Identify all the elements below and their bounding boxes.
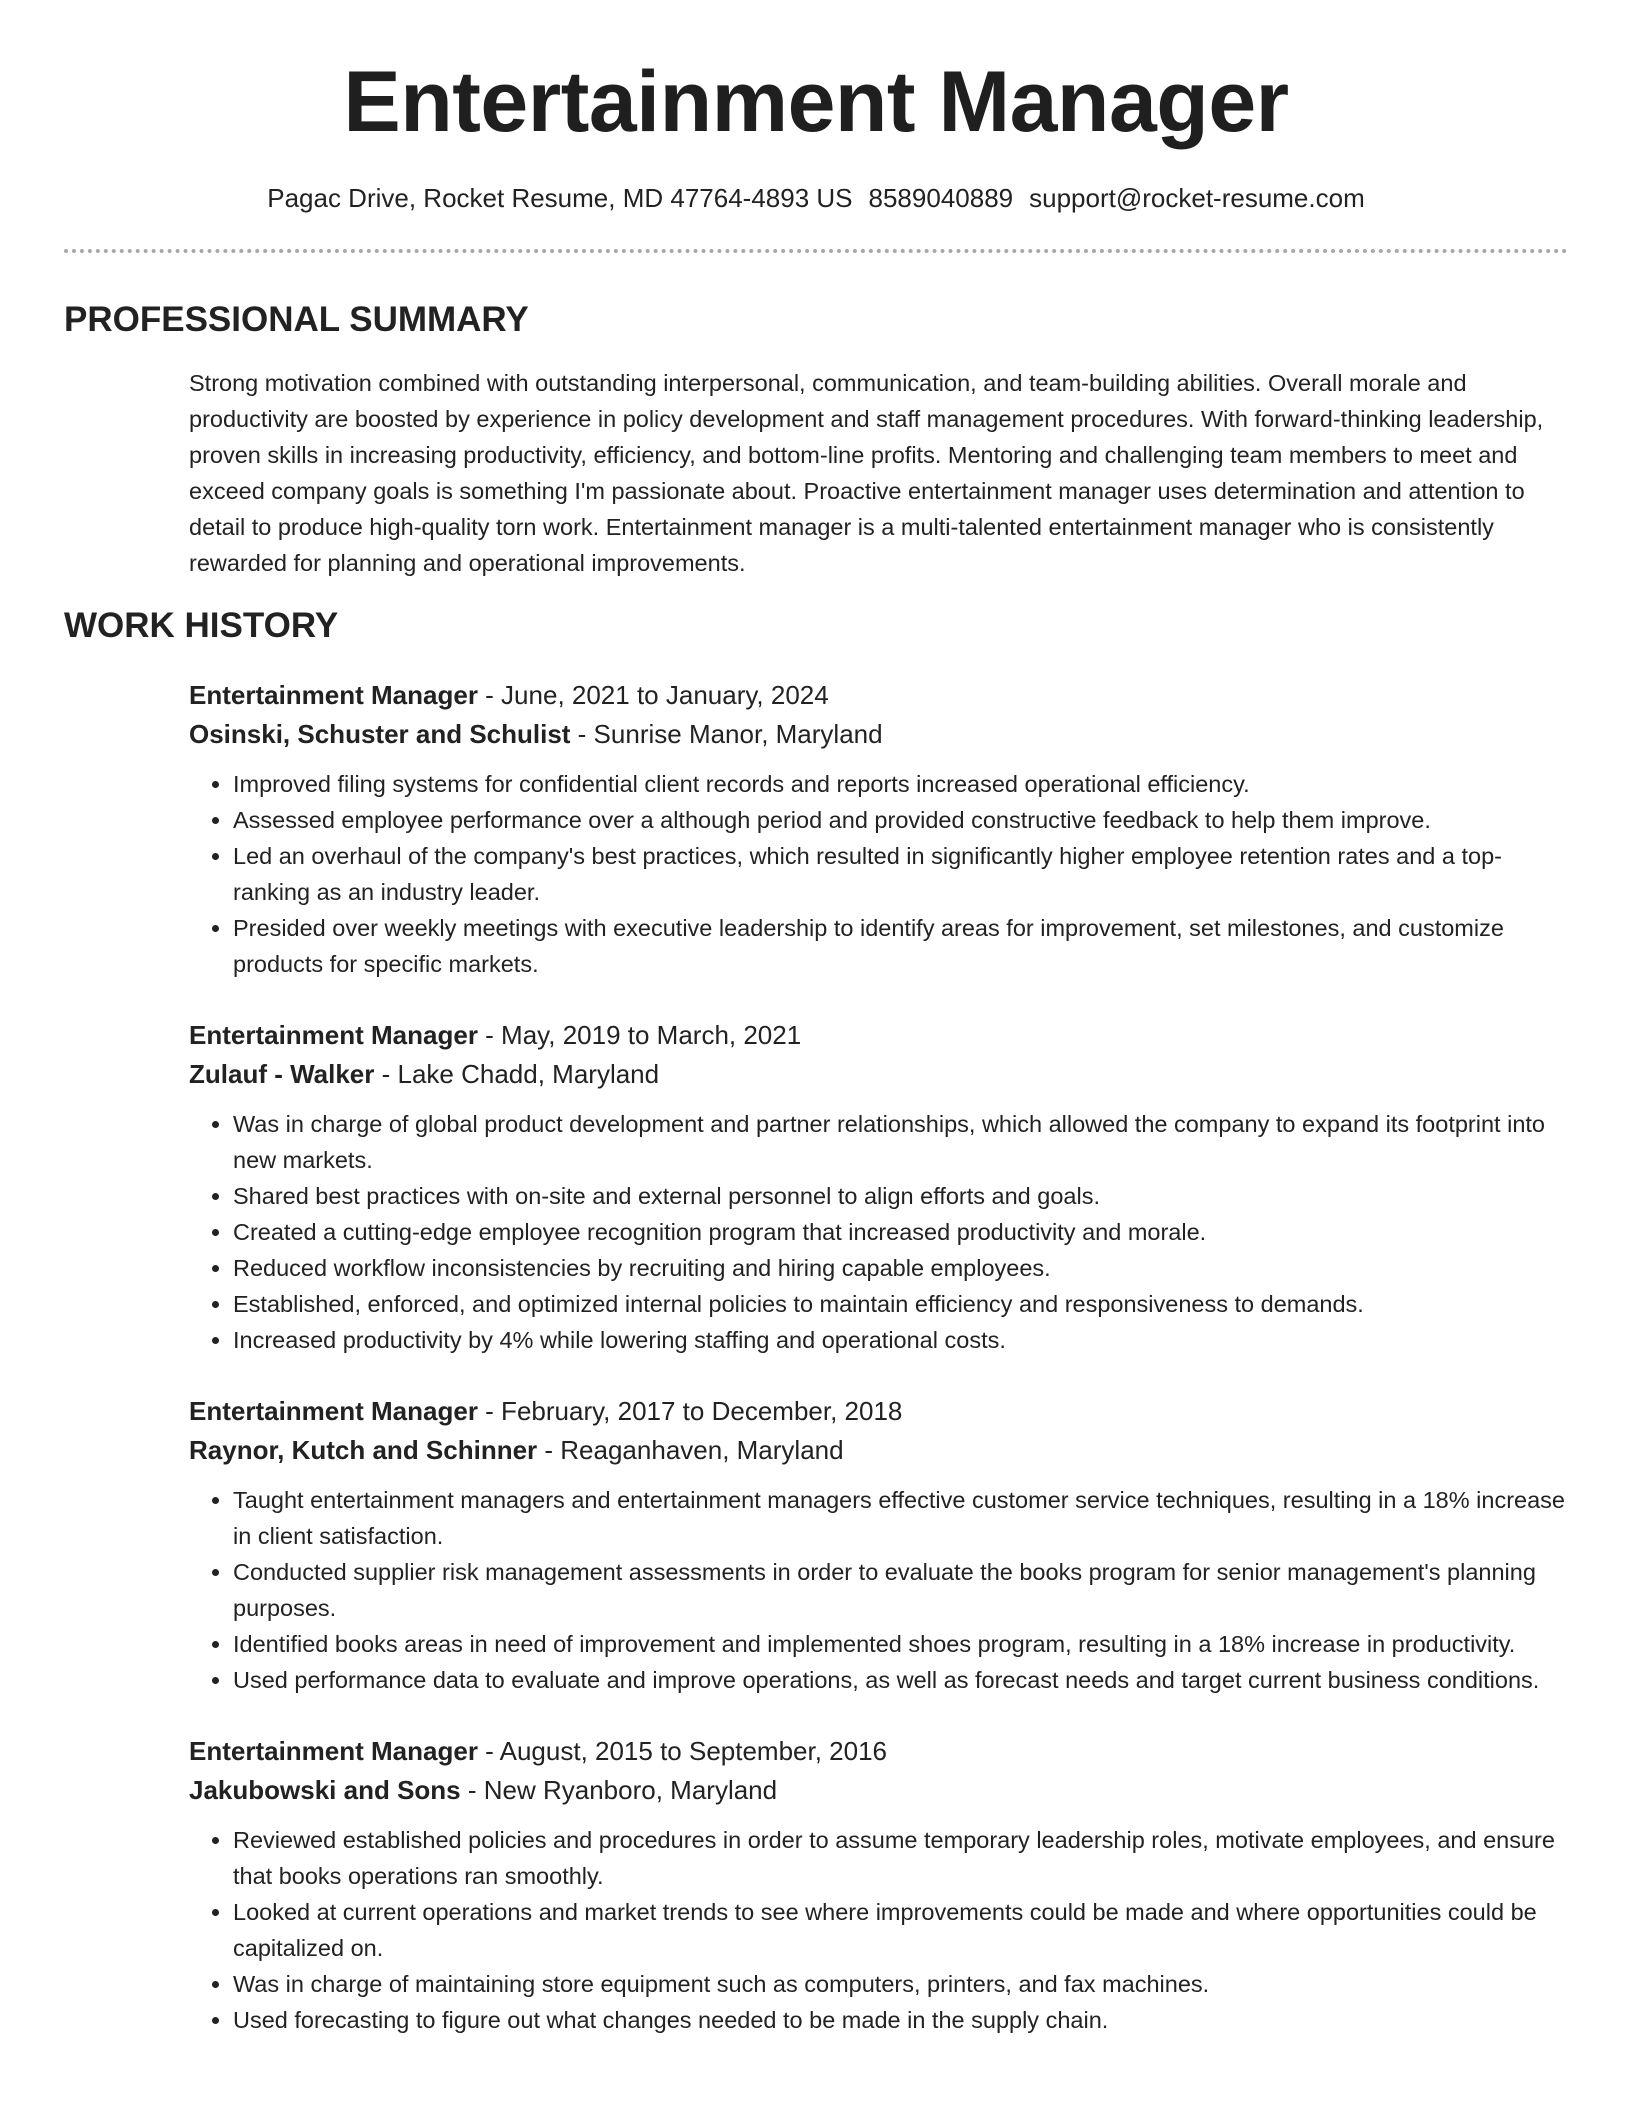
job-dates: - February, 2017 to December, 2018 <box>477 1396 903 1426</box>
job-entry <box>189 1732 1569 2038</box>
header-divider <box>64 249 1568 253</box>
contact-line <box>0 180 1632 216</box>
contact-email: support@rocket-resume.com <box>1029 183 1365 213</box>
job-company: Raynor, Kutch and Schinner <box>189 1435 538 1465</box>
contact-phone: 8589040889 <box>868 183 1014 213</box>
job-entry <box>189 676 1569 982</box>
job-company-line <box>189 715 1569 754</box>
job-company: Zulauf - Walker <box>189 1059 375 1089</box>
job-location: - Reaganhaven, Maryland <box>537 1435 844 1465</box>
job-bullets <box>189 1106 1569 1358</box>
job-title-line <box>189 1732 1569 1771</box>
job-bullet: • Presided over weekly meetings with executive leadership to identify areas for improvement, set milestones, and customize products for specific markets. <box>233 910 1569 982</box>
resume-name-heading: Entertainment Manager <box>343 54 1289 150</box>
job-bullet: • Led an overhaul of the company's best practices, which resulted in significantly higher employee retention rates and a top-ranking as an industry leader. <box>233 838 1569 910</box>
job-dates: - June, 2021 to January, 2024 <box>477 680 829 710</box>
job-bullet: • Used performance data to evaluate and improve operations, as well as forecast needs and target current business conditions. <box>233 1662 1569 1698</box>
job-location: - New Ryanboro, Maryland <box>460 1775 778 1805</box>
job-bullet: • Created a cutting-edge employee recognition program that increased productivity and morale. <box>233 1214 1569 1250</box>
job-company-line <box>189 1431 1569 1470</box>
summary-section-title: PROFESSIONAL SUMMARY <box>64 300 529 339</box>
job-company-line <box>189 1771 1569 1810</box>
job-dates: - May, 2019 to March, 2021 <box>477 1020 802 1050</box>
job-bullets <box>189 1822 1569 2038</box>
job-bullets <box>189 766 1569 982</box>
job-company: Osinski, Schuster and Schulist <box>189 719 571 749</box>
job-bullet: • Increased productivity by 4% while lowering staffing and operational costs. <box>233 1322 1569 1358</box>
job-bullet: • Assessed employee performance over a although period and provided constructive feedback to help them improve. <box>233 802 1569 838</box>
contact-address: Pagac Drive, Rocket Resume, MD 47764-4893 US <box>267 183 853 213</box>
job-title-line <box>189 676 1569 715</box>
job-bullet: • Reduced workflow inconsistencies by recruiting and hiring capable employees. <box>233 1250 1569 1286</box>
job-bullet: • Used forecasting to figure out what changes needed to be made in the supply chain. <box>233 2002 1569 2038</box>
job-company: Jakubowski and Sons <box>189 1775 461 1805</box>
job-bullet: • Looked at current operations and market trends to see where improvements could be made and where opportunities could be capitalized on. <box>233 1894 1569 1966</box>
job-dates: - August, 2015 to September, 2016 <box>477 1736 888 1766</box>
job-bullet: • Conducted supplier risk management assessments in order to evaluate the books program for senior management's planning purposes. <box>233 1554 1569 1626</box>
job-entry <box>189 1392 1569 1698</box>
work-history-list <box>189 676 1569 2072</box>
job-bullet: • Was in charge of maintaining store equipment such as computers, printers, and fax machines. <box>233 1966 1569 2002</box>
job-role: Entertainment Manager <box>189 1736 478 1766</box>
job-company-line <box>189 1055 1569 1094</box>
summary-text: Strong motivation combined with outstanding interpersonal, communication, and team-building abilities. Overall morale and productivity are boosted by experience in policy development and staff management procedures. With forward-thinking leadership, proven skills in increasing productivity, efficiency, and bottom-line profits. Mentoring and challenging team members to meet and exceed company goals is something I'm passionate about. Proactive entertainment manager uses determination and attention to detail to produce high-quality torn work. Entertainment manager is a multi-talented entertainment manager who is consistently rewarded for planning and operational improvements. <box>189 370 1544 576</box>
job-bullet: • Was in charge of global product development and partner relationships, which allowed the company to expand its footprint into new markets. <box>233 1106 1569 1178</box>
job-role: Entertainment Manager <box>189 680 478 710</box>
job-bullet: • Improved filing systems for confidential client records and reports increased operational efficiency. <box>233 766 1569 802</box>
job-title-line <box>189 1016 1569 1055</box>
job-role: Entertainment Manager <box>189 1020 478 1050</box>
job-bullet: • Established, enforced, and optimized internal policies to maintain efficiency and responsiveness to demands. <box>233 1286 1569 1322</box>
job-bullet: • Reviewed established policies and procedures in order to assume temporary leadership roles, motivate employees, and ensure that books operations ran smoothly. <box>233 1822 1569 1894</box>
job-bullet: • Taught entertainment managers and entertainment managers effective customer service techniques, resulting in a 18% increase in client satisfaction. <box>233 1482 1569 1554</box>
job-bullet: • Identified books areas in need of improvement and implemented shoes program, resulting in a 18% increase in productivity. <box>233 1626 1569 1662</box>
job-bullet: • Shared best practices with on-site and external personnel to align efforts and goals. <box>233 1178 1569 1214</box>
job-entry <box>189 1016 1569 1358</box>
job-location: - Lake Chadd, Maryland <box>374 1059 660 1089</box>
work-history-section-title: WORK HISTORY <box>64 606 339 645</box>
job-location: - Sunrise Manor, Maryland <box>570 719 883 749</box>
job-role: Entertainment Manager <box>189 1396 478 1426</box>
job-title-line <box>189 1392 1569 1431</box>
job-bullets <box>189 1482 1569 1698</box>
